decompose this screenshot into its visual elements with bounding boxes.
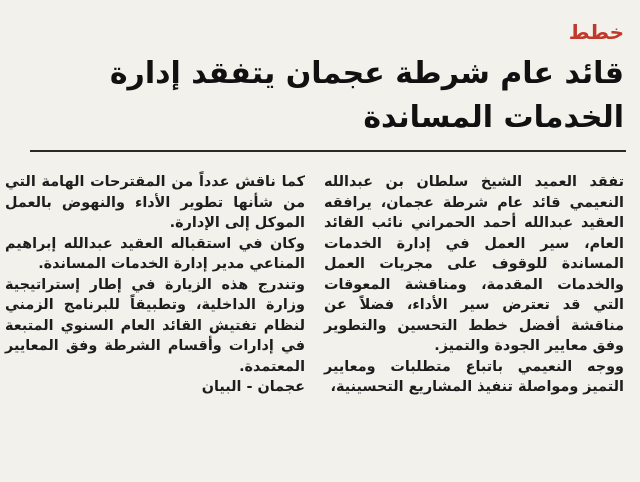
divider [30, 150, 626, 152]
paragraph: وكان في استقباله العقيد عبدالله إبراهيم المناعي مدير إدارة الخدمات المساندة. [5, 235, 305, 272]
byline: عجمان - البيان [201, 379, 305, 395]
column-right [324, 172, 624, 398]
paragraph: وتندرج هذه الزيارة في إطار إستراتيجية وزارة الداخلية، وتطبيقاً للبرنامج الزمني لنظام تفتيش القائد العام السنوي المتبعة في إدارات وأقسام الشرطة وفق المعايير المعتمدة. [5, 276, 305, 375]
section-label: خطط [568, 20, 624, 44]
column-left [5, 172, 305, 398]
headline: قائد عام شرطة عجمان يتفقد إدارة الخدمات المساندة [109, 56, 624, 135]
paragraph: ووجه النعيمي باتباع متطلبات ومعايير التميز ومواصلة تنفيذ المشاريع التحسينية، [324, 358, 624, 395]
paragraph: كما ناقش عدداً من المقترحات الهامة التي من شأنها تطوير الأداء والنهوض بالعمل الموكل إلى الإدارة. [5, 174, 305, 231]
paragraph: تفقد العميد الشيخ سلطان بن عبدالله النعيمي قائد عام شرطة عجمان، يرافقه العقيد عبدالله أحمد الحمراني نائب القائد العام، سير العمل في إدارة الخدمات المساندة للوقوف على مجريات العمل والخدمات المقدمة، ومناقشة المعوقات التي قد تعترض سير الأداء، فضلاً عن مناقشة أفضل خطط التحسين والتطوير وفق معايير الجودة والتميز. [324, 174, 624, 354]
